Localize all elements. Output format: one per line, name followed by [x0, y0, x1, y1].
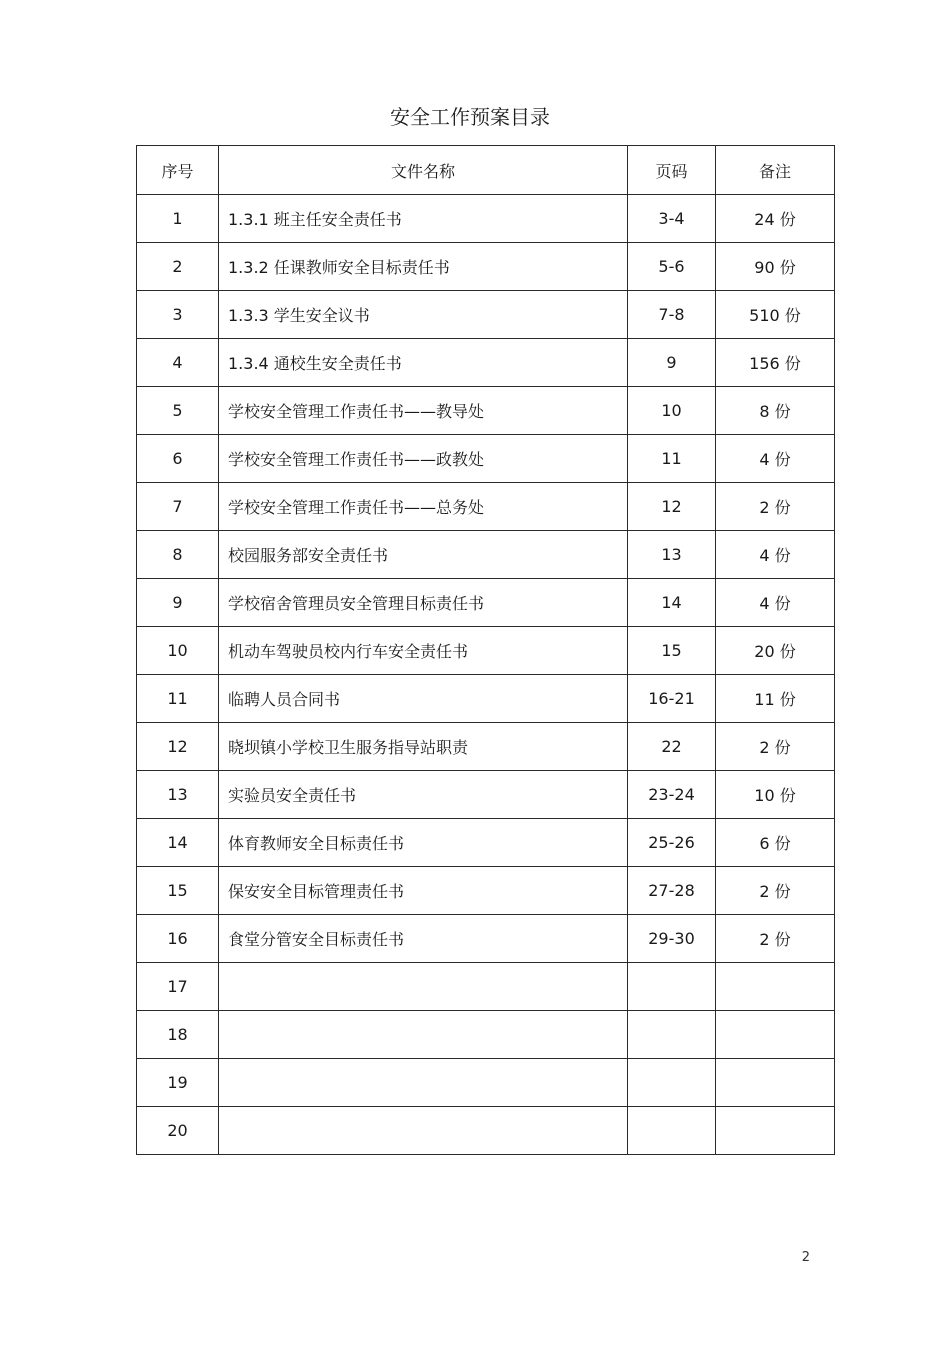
cell-page: 11 [628, 435, 716, 483]
header-page: 页码 [628, 146, 716, 195]
cell-note: 4 份 [716, 531, 835, 579]
cell-serial: 18 [137, 1011, 219, 1059]
cell-file-name [219, 963, 628, 1011]
table-row [137, 1107, 835, 1155]
cell-page: 7-8 [628, 291, 716, 339]
cell-serial: 15 [137, 867, 219, 915]
table-row [137, 387, 835, 435]
cell-note: 2 份 [716, 483, 835, 531]
cell-note [716, 1011, 835, 1059]
page-title: 安全工作预案目录 [390, 105, 550, 129]
table-row [137, 771, 835, 819]
cell-note: 24 份 [716, 195, 835, 243]
cell-file-name: 1.3.1 班主任安全责任书 [219, 195, 628, 243]
cell-file-name: 1.3.3 学生安全议书 [219, 291, 628, 339]
cell-serial: 10 [137, 627, 219, 675]
cell-note: 510 份 [716, 291, 835, 339]
cell-serial: 13 [137, 771, 219, 819]
cell-note: 2 份 [716, 867, 835, 915]
table-header-row [137, 146, 835, 195]
cell-serial: 11 [137, 675, 219, 723]
cell-page [628, 1059, 716, 1107]
table-row [137, 1059, 835, 1107]
cell-file-name: 学校安全管理工作责任书——政教处 [219, 435, 628, 483]
cell-note [716, 1059, 835, 1107]
table-row [137, 819, 835, 867]
cell-serial: 1 [137, 195, 219, 243]
table-row [137, 867, 835, 915]
contents-table [136, 145, 835, 1155]
cell-file-name: 学校安全管理工作责任书——教导处 [219, 387, 628, 435]
cell-note: 2 份 [716, 915, 835, 963]
cell-serial: 19 [137, 1059, 219, 1107]
header-serial: 序号 [137, 146, 219, 195]
cell-page: 22 [628, 723, 716, 771]
cell-file-name: 1.3.2 任课教师安全目标责任书 [219, 243, 628, 291]
table-row [137, 963, 835, 1011]
cell-note: 20 份 [716, 627, 835, 675]
cell-note [716, 963, 835, 1011]
cell-file-name: 机动车驾驶员校内行车安全责任书 [219, 627, 628, 675]
table-row [137, 195, 835, 243]
cell-note: 8 份 [716, 387, 835, 435]
cell-page: 16-21 [628, 675, 716, 723]
table-row [137, 579, 835, 627]
table-row [137, 675, 835, 723]
header-note: 备注 [716, 146, 835, 195]
cell-page: 5-6 [628, 243, 716, 291]
cell-note: 11 份 [716, 675, 835, 723]
cell-file-name: 临聘人员合同书 [219, 675, 628, 723]
table-row [137, 435, 835, 483]
table-row [137, 291, 835, 339]
cell-page: 27-28 [628, 867, 716, 915]
table-row [137, 483, 835, 531]
cell-serial: 3 [137, 291, 219, 339]
cell-file-name: 学校安全管理工作责任书——总务处 [219, 483, 628, 531]
cell-file-name: 晓坝镇小学校卫生服务指导站职责 [219, 723, 628, 771]
cell-page: 23-24 [628, 771, 716, 819]
cell-file-name [219, 1059, 628, 1107]
cell-page: 9 [628, 339, 716, 387]
page-number: 2 [801, 1250, 810, 1265]
cell-serial: 2 [137, 243, 219, 291]
table-row [137, 243, 835, 291]
cell-serial: 20 [137, 1107, 219, 1155]
cell-note: 90 份 [716, 243, 835, 291]
cell-note: 4 份 [716, 579, 835, 627]
cell-page: 15 [628, 627, 716, 675]
cell-serial: 8 [137, 531, 219, 579]
cell-page: 3-4 [628, 195, 716, 243]
cell-page: 29-30 [628, 915, 716, 963]
cell-serial: 17 [137, 963, 219, 1011]
cell-serial: 4 [137, 339, 219, 387]
cell-file-name: 保安安全目标管理责任书 [219, 867, 628, 915]
cell-file-name [219, 1107, 628, 1155]
cell-note: 156 份 [716, 339, 835, 387]
cell-serial: 14 [137, 819, 219, 867]
cell-page [628, 963, 716, 1011]
cell-page: 13 [628, 531, 716, 579]
cell-note [716, 1107, 835, 1155]
cell-note: 2 份 [716, 723, 835, 771]
cell-file-name: 1.3.4 通校生安全责任书 [219, 339, 628, 387]
table-row [137, 339, 835, 387]
cell-note: 4 份 [716, 435, 835, 483]
cell-page: 12 [628, 483, 716, 531]
table-row [137, 627, 835, 675]
cell-page: 14 [628, 579, 716, 627]
cell-serial: 6 [137, 435, 219, 483]
cell-page [628, 1011, 716, 1059]
cell-file-name: 学校宿舍管理员安全管理目标责任书 [219, 579, 628, 627]
table-row [137, 915, 835, 963]
table-row [137, 723, 835, 771]
cell-serial: 12 [137, 723, 219, 771]
table-row [137, 1011, 835, 1059]
cell-page: 25-26 [628, 819, 716, 867]
cell-file-name: 体育教师安全目标责任书 [219, 819, 628, 867]
cell-note: 6 份 [716, 819, 835, 867]
cell-page: 10 [628, 387, 716, 435]
cell-serial: 7 [137, 483, 219, 531]
cell-serial: 16 [137, 915, 219, 963]
header-file-name: 文件名称 [219, 146, 628, 195]
cell-note: 10 份 [716, 771, 835, 819]
cell-file-name: 校园服务部安全责任书 [219, 531, 628, 579]
cell-page [628, 1107, 716, 1155]
cell-serial: 9 [137, 579, 219, 627]
cell-file-name: 实验员安全责任书 [219, 771, 628, 819]
cell-file-name [219, 1011, 628, 1059]
cell-serial: 5 [137, 387, 219, 435]
table-row [137, 531, 835, 579]
cell-file-name: 食堂分管安全目标责任书 [219, 915, 628, 963]
